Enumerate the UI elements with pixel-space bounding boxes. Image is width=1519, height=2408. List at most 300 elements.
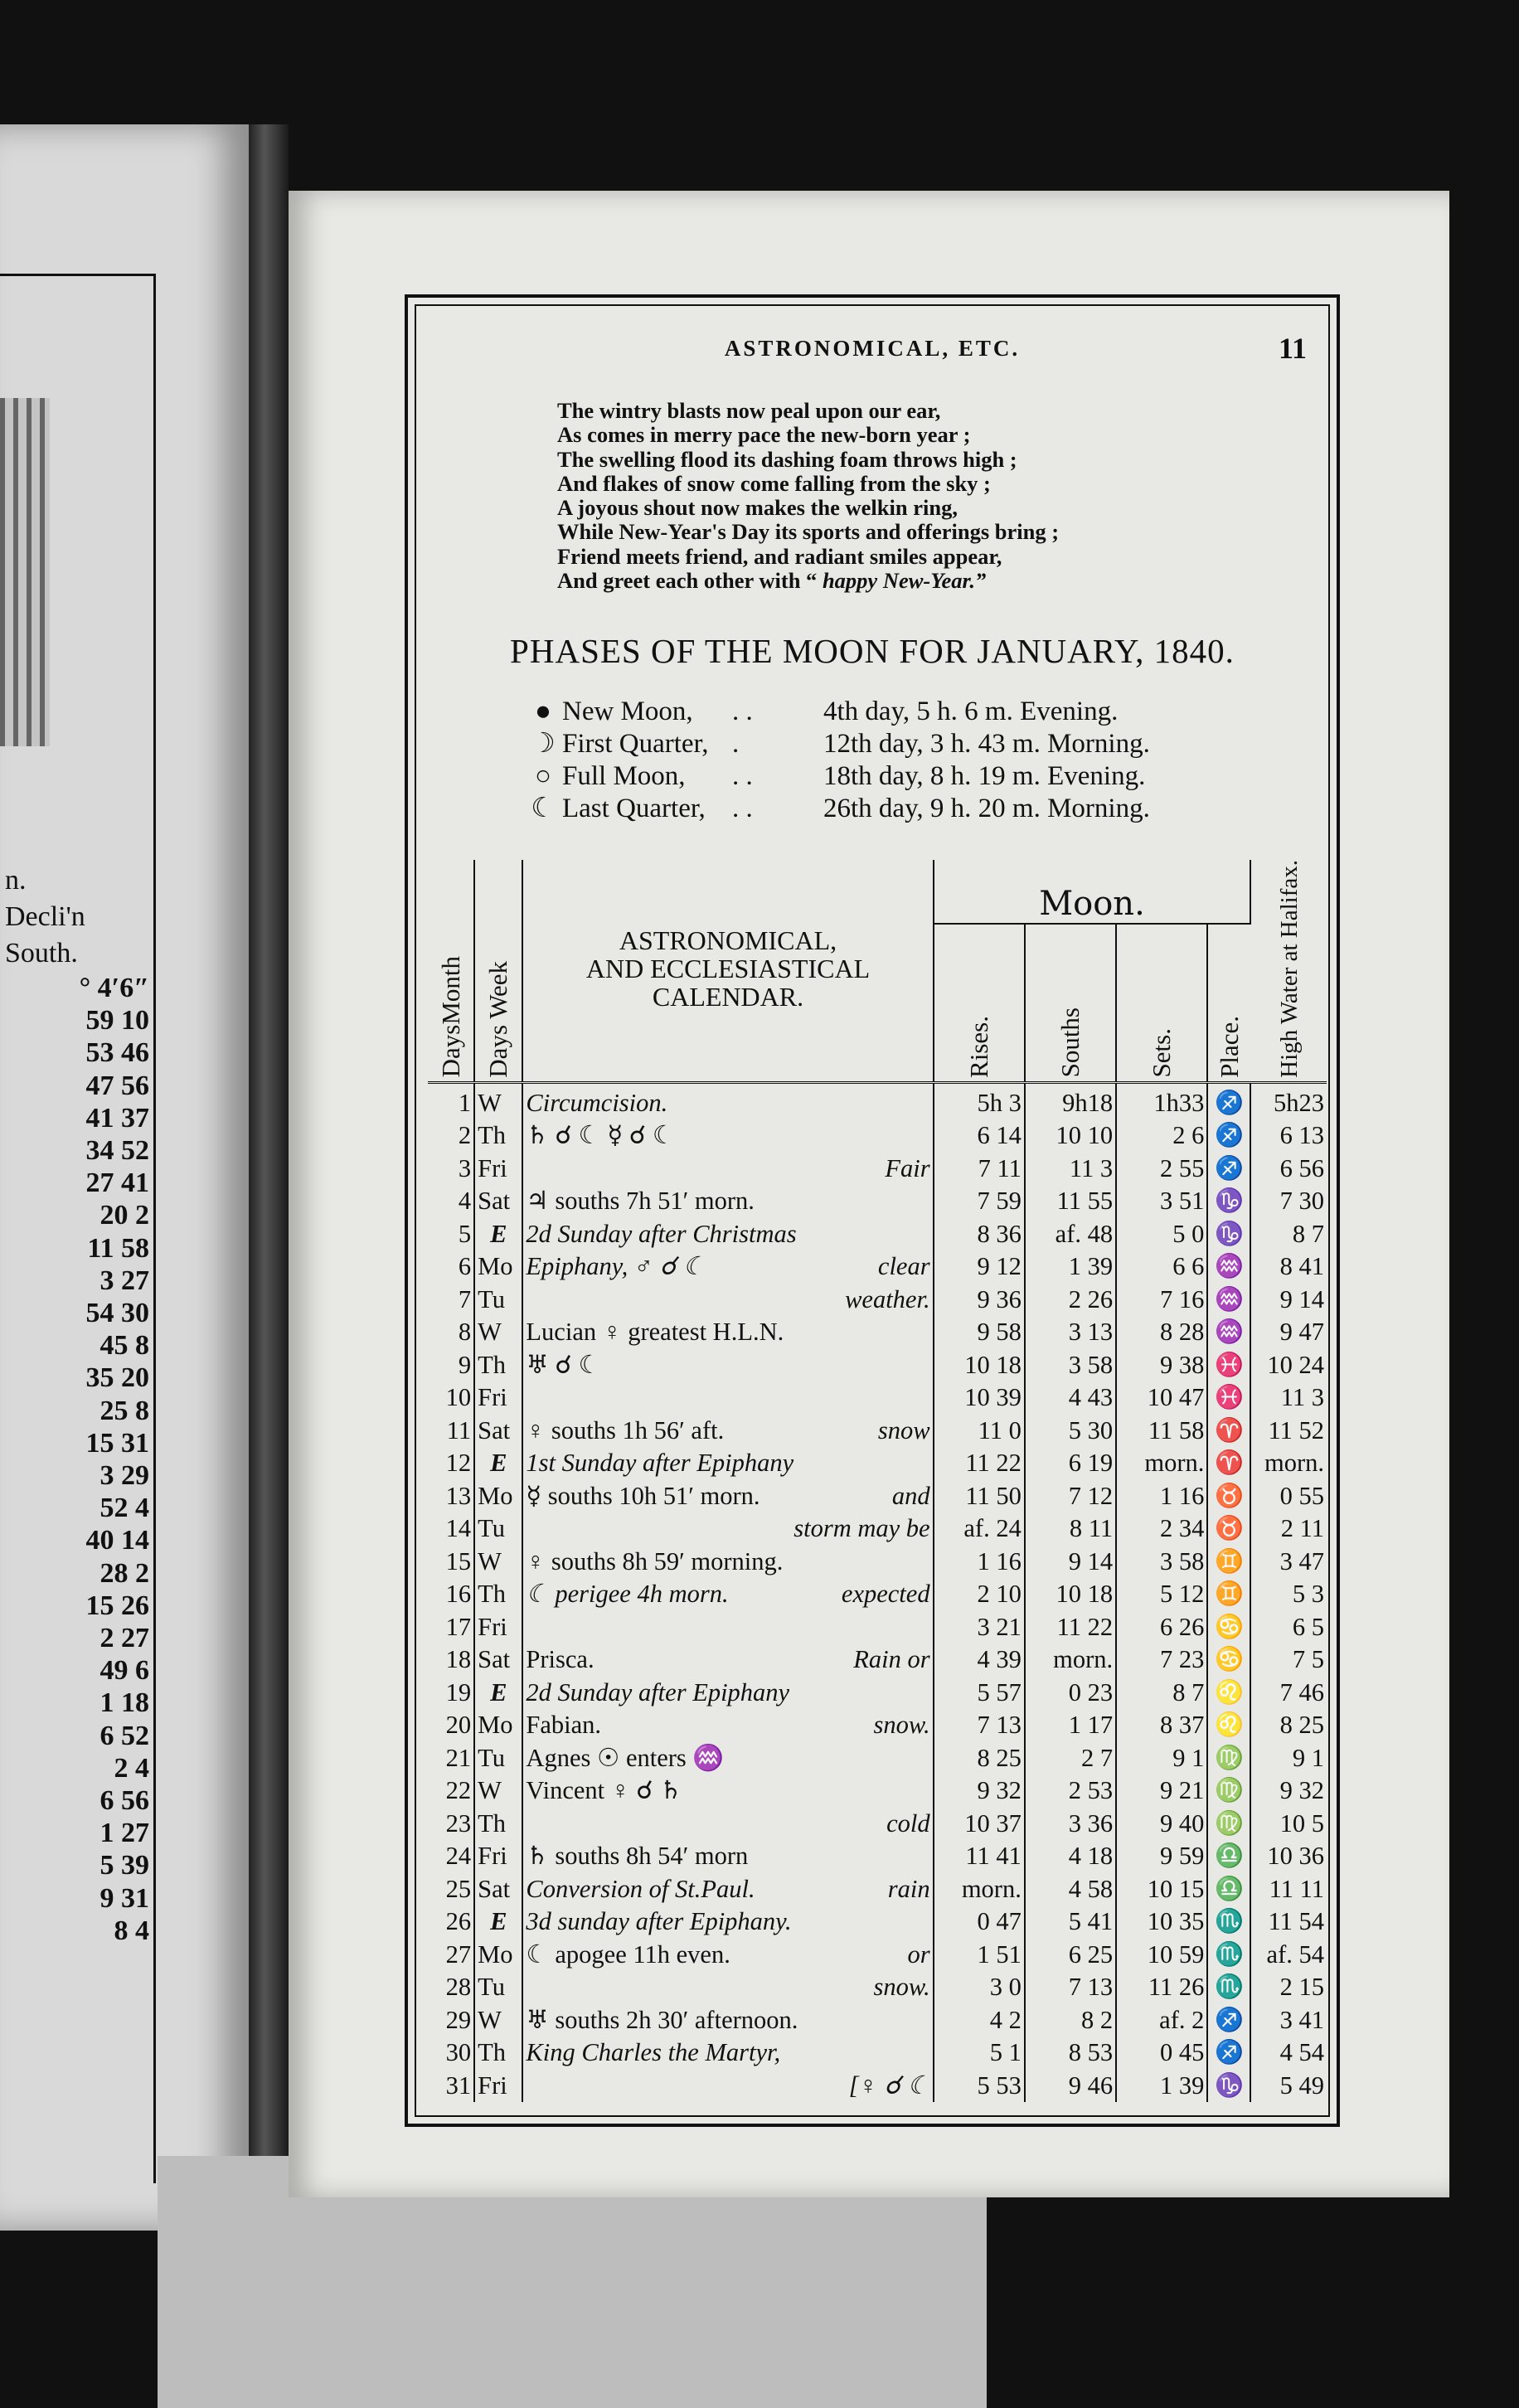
event-text: ☿ souths 10h 51′ morn.: [526, 1481, 760, 1510]
page-number: 11: [1278, 332, 1307, 365]
moon-sets: 3 58: [1116, 1546, 1207, 1579]
day-of-week: E: [474, 1677, 522, 1710]
first-quarter-icon: ☽: [531, 729, 556, 759]
moon-sets: 8 7: [1116, 1677, 1207, 1710]
high-water: 7 46: [1279, 1677, 1324, 1706]
left-page-value: 53 46: [85, 1037, 149, 1069]
high-water: 9 14: [1279, 1284, 1324, 1313]
left-page-value: 5 39: [99, 1850, 149, 1881]
calendar-row: [428, 2070, 1327, 2103]
rises-header: Rises.: [934, 924, 1025, 1083]
moon-rises: 11 22: [934, 1447, 1025, 1480]
phase-name: Full Moon,: [562, 761, 686, 791]
weather-note: expected: [841, 1580, 930, 1609]
event-text: ♄ ☌ ☾ ☿ ☌ ☾: [526, 1121, 676, 1150]
high-water: 11 52: [1268, 1415, 1324, 1444]
calendar-event: [522, 1939, 933, 1972]
weather-note: or: [907, 1940, 930, 1969]
left-page-value: 2 27: [99, 1623, 149, 1654]
event-text: Conversion of St.Paul.: [526, 1874, 755, 1903]
calendar-row: [428, 1774, 1327, 1808]
moon-souths: 6 25: [1025, 1939, 1116, 1972]
event-text: 2d Sunday after Epiphany: [526, 1677, 790, 1706]
calendar-event: [522, 1512, 933, 1546]
day-of-week: Mo: [474, 1480, 522, 1513]
poem: [557, 399, 1237, 593]
calendar-event: [522, 1250, 933, 1284]
day-of-week: Tu: [474, 1971, 522, 2004]
high-water: 7 30: [1279, 1187, 1324, 1216]
moon-souths: 1 17: [1025, 1709, 1116, 1742]
moon-sets: 2 34: [1116, 1512, 1207, 1546]
zodiac-place-icon: ♈: [1207, 1415, 1250, 1448]
moon-souths: 10 18: [1025, 1578, 1116, 1611]
moon-rises: 9 36: [934, 1284, 1025, 1317]
zodiac-place-icon: ♍: [1207, 1808, 1250, 1841]
sets-header: Sets.: [1116, 924, 1207, 1083]
moon-souths: 10 10: [1025, 1119, 1116, 1153]
moon-sets: 1 39: [1116, 2070, 1207, 2103]
day-of-month: 21: [428, 1742, 474, 1775]
moon-rises: 11 50: [934, 1480, 1025, 1513]
weather-note: weather.: [845, 1284, 930, 1313]
calendar-event: [522, 1284, 933, 1317]
left-page-value: 45 8: [99, 1330, 149, 1362]
calendar-row: [428, 1840, 1327, 1873]
day-of-month: 26: [428, 1906, 474, 1939]
moon-header: Moon.: [934, 860, 1251, 924]
zodiac-place-icon: ♒: [1207, 1316, 1250, 1349]
calendar-title-header: [522, 860, 933, 1082]
high-water: 2 15: [1279, 1973, 1324, 2002]
high-water: morn.: [1264, 1449, 1324, 1478]
moon-rises: 1 16: [934, 1546, 1025, 1579]
zodiac-place-icon: ♏: [1207, 1906, 1250, 1939]
day-of-month: 18: [428, 1643, 474, 1677]
calendar-row: [428, 1611, 1327, 1644]
moon-sets: 9 1: [1116, 1742, 1207, 1775]
moon-souths: 0 23: [1025, 1677, 1116, 1710]
moon-rises: 7 59: [934, 1185, 1025, 1218]
calendar-event: [522, 1906, 933, 1939]
day-of-month: 17: [428, 1611, 474, 1644]
zodiac-place-icon: ♒: [1207, 1284, 1250, 1317]
phase-time: 4th day, 5 h. 6 m. Evening.: [823, 697, 1119, 726]
moon-souths: 2 7: [1025, 1742, 1116, 1775]
left-page-value: 15 26: [85, 1590, 149, 1621]
poem-line: As comes in merry pace the new-born year ;: [557, 422, 971, 448]
day-of-week: Sat: [474, 1185, 522, 1218]
calendar-event: [522, 1643, 933, 1677]
moon-rises: 10 39: [934, 1381, 1025, 1415]
moon-souths: 2 53: [1025, 1774, 1116, 1808]
high-water: 5 3: [1292, 1580, 1324, 1609]
calendar-event: [522, 1349, 933, 1382]
high-water: 6 13: [1279, 1121, 1324, 1150]
moon-souths: 3 13: [1025, 1316, 1116, 1349]
high-water: 8 41: [1279, 1252, 1324, 1281]
days-month-header: DaysMonth: [428, 860, 474, 1082]
event-text: ♀ souths 8h 59′ morning.: [526, 1546, 784, 1575]
zodiac-place-icon: ♊: [1207, 1578, 1250, 1611]
left-page-value: 41 37: [85, 1102, 149, 1134]
left-page-value: 27 41: [85, 1168, 149, 1199]
calendar-event: [522, 1082, 933, 1119]
event-text: Epiphany, ♂ ☌ ☾: [526, 1252, 706, 1281]
calendar-event: [522, 1119, 933, 1153]
day-of-week: Th: [474, 1119, 522, 1153]
moon-souths: 5 30: [1025, 1415, 1116, 1448]
moon-sets: 6 26: [1116, 1611, 1207, 1644]
day-of-month: 15: [428, 1546, 474, 1579]
day-of-month: 6: [428, 1250, 474, 1284]
calendar-event: [522, 1153, 933, 1186]
high-water: 10 5: [1279, 1808, 1324, 1838]
moon-souths: 4 58: [1025, 1873, 1116, 1906]
event-text: Circumcision.: [526, 1088, 668, 1117]
calendar-row: [428, 1381, 1327, 1415]
weather-note: rain: [887, 1874, 930, 1903]
souths-header: Souths: [1025, 924, 1116, 1083]
running-head: [416, 332, 1328, 369]
zodiac-place-icon: ♑: [1207, 1218, 1250, 1251]
high-water: 3 41: [1279, 2005, 1324, 2034]
moon-sets: 0 45: [1116, 2037, 1207, 2070]
high-water: 10 24: [1267, 1350, 1324, 1379]
new-moon-icon: ●: [535, 697, 551, 726]
high-water: 4 54: [1279, 2038, 1324, 2067]
moon-sets: 10 47: [1116, 1381, 1207, 1415]
calendar-row: [428, 1873, 1327, 1906]
calendar-event: [522, 1218, 933, 1251]
left-page-value: 40 14: [85, 1525, 149, 1556]
calendar-row: [428, 1971, 1327, 2004]
high-water: 9 1: [1292, 1743, 1324, 1772]
calendar-event: [522, 1808, 933, 1841]
calendar-event: [522, 1742, 933, 1775]
left-page-value: 1 18: [99, 1687, 149, 1719]
zodiac-place-icon: ♉: [1207, 1512, 1250, 1546]
days-week-header: Days Week: [474, 860, 522, 1082]
day-of-week: Mo: [474, 1939, 522, 1972]
last-quarter-icon: ☾: [531, 794, 556, 823]
moon-rises: 8 25: [934, 1742, 1025, 1775]
moon-souths: 11 55: [1025, 1185, 1116, 1218]
day-of-week: Sat: [474, 1415, 522, 1448]
moon-rises: 7 13: [934, 1709, 1025, 1742]
zodiac-place-icon: ♉: [1207, 1480, 1250, 1513]
day-of-month: 12: [428, 1447, 474, 1480]
day-of-week: W: [474, 1316, 522, 1349]
day-of-month: 19: [428, 1677, 474, 1710]
calendar-event: [522, 1316, 933, 1349]
moon-rises: 9 58: [934, 1316, 1025, 1349]
day-of-month: 8: [428, 1316, 474, 1349]
zodiac-place-icon: ♏: [1207, 1971, 1250, 2004]
day-of-month: 3: [428, 1153, 474, 1186]
day-of-month: 25: [428, 1873, 474, 1906]
day-of-month: 4: [428, 1185, 474, 1218]
calendar-row: [428, 1316, 1327, 1349]
calendar-row: [428, 1677, 1327, 1710]
moon-souths: 1 39: [1025, 1250, 1116, 1284]
weather-note: storm may be: [793, 1514, 930, 1543]
calendar-event: [522, 1578, 933, 1611]
zodiac-place-icon: ♎: [1207, 1873, 1250, 1906]
phase-name: Last Quarter,: [562, 794, 706, 823]
moon-sets: 1 16: [1116, 1480, 1207, 1513]
moon-rises: 4 39: [934, 1643, 1025, 1677]
weather-note: and: [891, 1481, 930, 1510]
day-of-month: 16: [428, 1578, 474, 1611]
moon-sets: 8 28: [1116, 1316, 1207, 1349]
calendar-table: [428, 860, 1327, 2102]
moon-souths: 9h18: [1025, 1082, 1116, 1119]
weather-note: snow: [877, 1415, 930, 1444]
high-water: 9 32: [1279, 1776, 1324, 1805]
left-page-value: 28 2: [99, 1557, 149, 1589]
zodiac-place-icon: ♊: [1207, 1546, 1250, 1579]
moon-souths: 8 11: [1025, 1512, 1116, 1546]
moon-sets: 6 6: [1116, 1250, 1207, 1284]
poem-line: The swelling flood its dashing foam throws high ;: [557, 446, 1017, 472]
day-of-week: Mo: [474, 1709, 522, 1742]
high-water-header: High Water at Halifax.: [1250, 860, 1327, 1082]
day-of-week: Tu: [474, 1742, 522, 1775]
day-of-month: 13: [428, 1480, 474, 1513]
day-of-month: 27: [428, 1939, 474, 1972]
phase-row-new-moon: [524, 696, 1150, 728]
phase-time: 18th day, 8 h. 19 m. Evening.: [823, 761, 1146, 791]
phase-time: 12th day, 3 h. 43 m. Morning.: [823, 729, 1150, 759]
phase-dots: . .: [732, 794, 753, 823]
left-page-declination-column: [0, 862, 149, 1947]
day-of-month: 11: [428, 1415, 474, 1448]
moon-rises: 5 57: [934, 1677, 1025, 1710]
moon-sets: 9 59: [1116, 1840, 1207, 1873]
moon-sets: 1h33: [1116, 1082, 1207, 1119]
calendar-event: [522, 2004, 933, 2037]
left-page-value: 49 6: [99, 1655, 149, 1687]
left-page-value: 6 56: [99, 1785, 149, 1817]
left-page-value: 6 52: [99, 1720, 149, 1751]
day-of-week: Mo: [474, 1250, 522, 1284]
left-page-value: 9 31: [99, 1882, 149, 1914]
weather-note: Rain or: [853, 1645, 930, 1674]
calendar-event: [522, 1546, 933, 1579]
day-of-week: Th: [474, 2037, 522, 2070]
day-of-month: 9: [428, 1349, 474, 1382]
phase-row-first-quarter: [524, 728, 1150, 760]
moon-rises: morn.: [934, 1873, 1025, 1906]
moon-sets: 10 59: [1116, 1939, 1207, 1972]
zodiac-place-icon: ♐: [1207, 2004, 1250, 2037]
moon-sets: 5 0: [1116, 1218, 1207, 1251]
zodiac-place-icon: ♓: [1207, 1381, 1250, 1415]
zodiac-place-icon: ♎: [1207, 1840, 1250, 1873]
day-of-week: Fri: [474, 1381, 522, 1415]
left-page-values: [0, 972, 149, 1947]
weather-note: [♀ ☌ ☾: [848, 2071, 930, 2100]
event-text: Agnes ☉ enters ♒: [526, 1743, 725, 1772]
day-of-month: 30: [428, 2037, 474, 2070]
moon-sets: 2 6: [1116, 1119, 1207, 1153]
day-of-month: 23: [428, 1808, 474, 1841]
event-text: Lucian ♀ greatest H.L.N.: [526, 1318, 784, 1347]
moon-sets: 11 26: [1116, 1971, 1207, 2004]
weather-note: clear: [877, 1252, 930, 1281]
calendar-event: [522, 1774, 933, 1808]
calendar-event: [522, 1480, 933, 1513]
calendar-title-line: ASTRONOMICAL,: [619, 925, 837, 956]
calendar-row: [428, 1218, 1327, 1251]
event-text: ♅ ☌ ☾: [526, 1350, 601, 1379]
moon-rises: af. 24: [934, 1512, 1025, 1546]
moon-souths: 11 22: [1025, 1611, 1116, 1644]
left-page-value: 25 8: [99, 1395, 149, 1426]
moon-souths: 3 58: [1025, 1349, 1116, 1382]
zodiac-place-icon: ♌: [1207, 1677, 1250, 1710]
calendar-event: [522, 1840, 933, 1873]
left-page-value: 15 31: [85, 1427, 149, 1459]
day-of-week: Tu: [474, 1512, 522, 1546]
moon-rises: 5 53: [934, 2070, 1025, 2103]
moon-souths: 8 2: [1025, 2004, 1116, 2037]
calendar-row: [428, 1906, 1327, 1939]
event-text: Vincent ♀ ☌ ♄: [526, 1776, 682, 1805]
day-of-month: 31: [428, 2070, 474, 2103]
zodiac-place-icon: ♑: [1207, 2070, 1250, 2103]
day-of-month: 22: [428, 1774, 474, 1808]
event-text: ♄ souths 8h 54′ morn: [526, 1842, 749, 1871]
calendar-event: [522, 1709, 933, 1742]
moon-rises: 11 0: [934, 1415, 1025, 1448]
day-of-month: 14: [428, 1512, 474, 1546]
poem-line: And greet each other with “ happy New-Year.”: [557, 568, 987, 594]
calendar-row: [428, 1284, 1327, 1317]
moon-phases-list: [524, 696, 1150, 825]
day-of-month: 24: [428, 1840, 474, 1873]
page-frame-inner: [415, 304, 1330, 2117]
moon-rises: 6 14: [934, 1119, 1025, 1153]
moon-rises: 9 32: [934, 1774, 1025, 1808]
day-of-week: Sat: [474, 1643, 522, 1677]
moon-sets: 10 15: [1116, 1873, 1207, 1906]
day-of-month: 1: [428, 1082, 474, 1119]
day-of-week: E: [474, 1447, 522, 1480]
event-text: King Charles the Martyr,: [526, 2038, 781, 2067]
phase-dots: .: [732, 729, 740, 759]
event-text: 2d Sunday after Christmas: [526, 1219, 797, 1248]
weather-note: cold: [886, 1808, 930, 1838]
calendar-event: [522, 2070, 933, 2103]
high-water: 5h23: [1274, 1088, 1324, 1117]
high-water: 9 47: [1279, 1318, 1324, 1347]
calendar-row: [428, 1546, 1327, 1579]
event-text: ☾ apogee 11h even.: [526, 1940, 730, 1969]
book-gutter: [249, 124, 289, 2231]
high-water: 11 11: [1269, 1874, 1324, 1903]
event-text: ♃ souths 7h 51′ morn.: [526, 1187, 755, 1216]
calendar-event: [522, 1185, 933, 1218]
moon-souths: 4 18: [1025, 1840, 1116, 1873]
day-of-month: 10: [428, 1381, 474, 1415]
calendar-row: [428, 1512, 1327, 1546]
calendar-row: [428, 1415, 1327, 1448]
moon-sets: 2 55: [1116, 1153, 1207, 1186]
day-of-week: W: [474, 1546, 522, 1579]
zodiac-place-icon: ♓: [1207, 1349, 1250, 1382]
calendar-event: [522, 1677, 933, 1710]
moon-sets: 5 12: [1116, 1578, 1207, 1611]
moon-rises: 5 1: [934, 2037, 1025, 2070]
calendar-event: [522, 1415, 933, 1448]
zodiac-place-icon: ♐: [1207, 2037, 1250, 2070]
left-page-value: 8 4: [114, 1915, 149, 1946]
event-text: 1st Sunday after Epiphany: [526, 1449, 794, 1478]
left-page-value: 3 27: [99, 1265, 149, 1296]
moon-rises: 11 41: [934, 1840, 1025, 1873]
moon-souths: 4 43: [1025, 1381, 1116, 1415]
phase-dots: . .: [732, 761, 753, 791]
high-water: 10 36: [1267, 1842, 1324, 1871]
day-of-week: Fri: [474, 2070, 522, 2103]
high-water: 6 5: [1292, 1612, 1324, 1641]
moon-souths: 11 3: [1025, 1153, 1116, 1186]
day-of-week: E: [474, 1218, 522, 1251]
high-water: 8 7: [1292, 1219, 1324, 1248]
left-page-value: 34 52: [85, 1135, 149, 1167]
moon-sets: 3 51: [1116, 1185, 1207, 1218]
page-frame: [405, 294, 1340, 2127]
left-page-value: 1 27: [99, 1818, 149, 1849]
weather-note: snow.: [873, 1711, 930, 1740]
moon-sets: 7 23: [1116, 1643, 1207, 1677]
phase-row-full-moon: [524, 760, 1150, 793]
calendar-row: [428, 2037, 1327, 2070]
moon-souths: 6 19: [1025, 1447, 1116, 1480]
poem-line: While New-Year's Day its sports and offerings bring ;: [557, 519, 1060, 545]
moon-rises: 7 11: [934, 1153, 1025, 1186]
weather-note: Fair: [885, 1153, 930, 1182]
moon-souths: 5 41: [1025, 1906, 1116, 1939]
left-page-value: 11 58: [87, 1232, 149, 1264]
zodiac-place-icon: ♏: [1207, 1939, 1250, 1972]
poem-line: A joyous shout now makes the welkin ring,: [557, 495, 958, 521]
zodiac-place-icon: ♈: [1207, 1447, 1250, 1480]
calendar-event: [522, 1971, 933, 2004]
moon-souths: 9 46: [1025, 2070, 1116, 2103]
place-header: Place.: [1207, 924, 1250, 1083]
phase-time: 26th day, 9 h. 20 m. Morning.: [823, 794, 1150, 823]
moon-rises: 3 0: [934, 1971, 1025, 2004]
day-of-week: Fri: [474, 1611, 522, 1644]
high-water: 3 47: [1279, 1546, 1324, 1575]
day-of-month: 5: [428, 1218, 474, 1251]
poem-line: The wintry blasts now peal upon our ear,: [557, 398, 941, 423]
calendar-row: [428, 1480, 1327, 1513]
calendar-row: [428, 1709, 1327, 1742]
moon-souths: 9 14: [1025, 1546, 1116, 1579]
day-of-month: 28: [428, 1971, 474, 2004]
high-water: 0 55: [1279, 1481, 1324, 1510]
zodiac-place-icon: ♐: [1207, 1119, 1250, 1153]
moon-rises: 5h 3: [934, 1082, 1025, 1119]
moon-sets: 8 37: [1116, 1709, 1207, 1742]
left-page-header-2: South.: [5, 938, 78, 969]
day-of-month: 7: [428, 1284, 474, 1317]
zodiac-place-icon: ♌: [1207, 1709, 1250, 1742]
